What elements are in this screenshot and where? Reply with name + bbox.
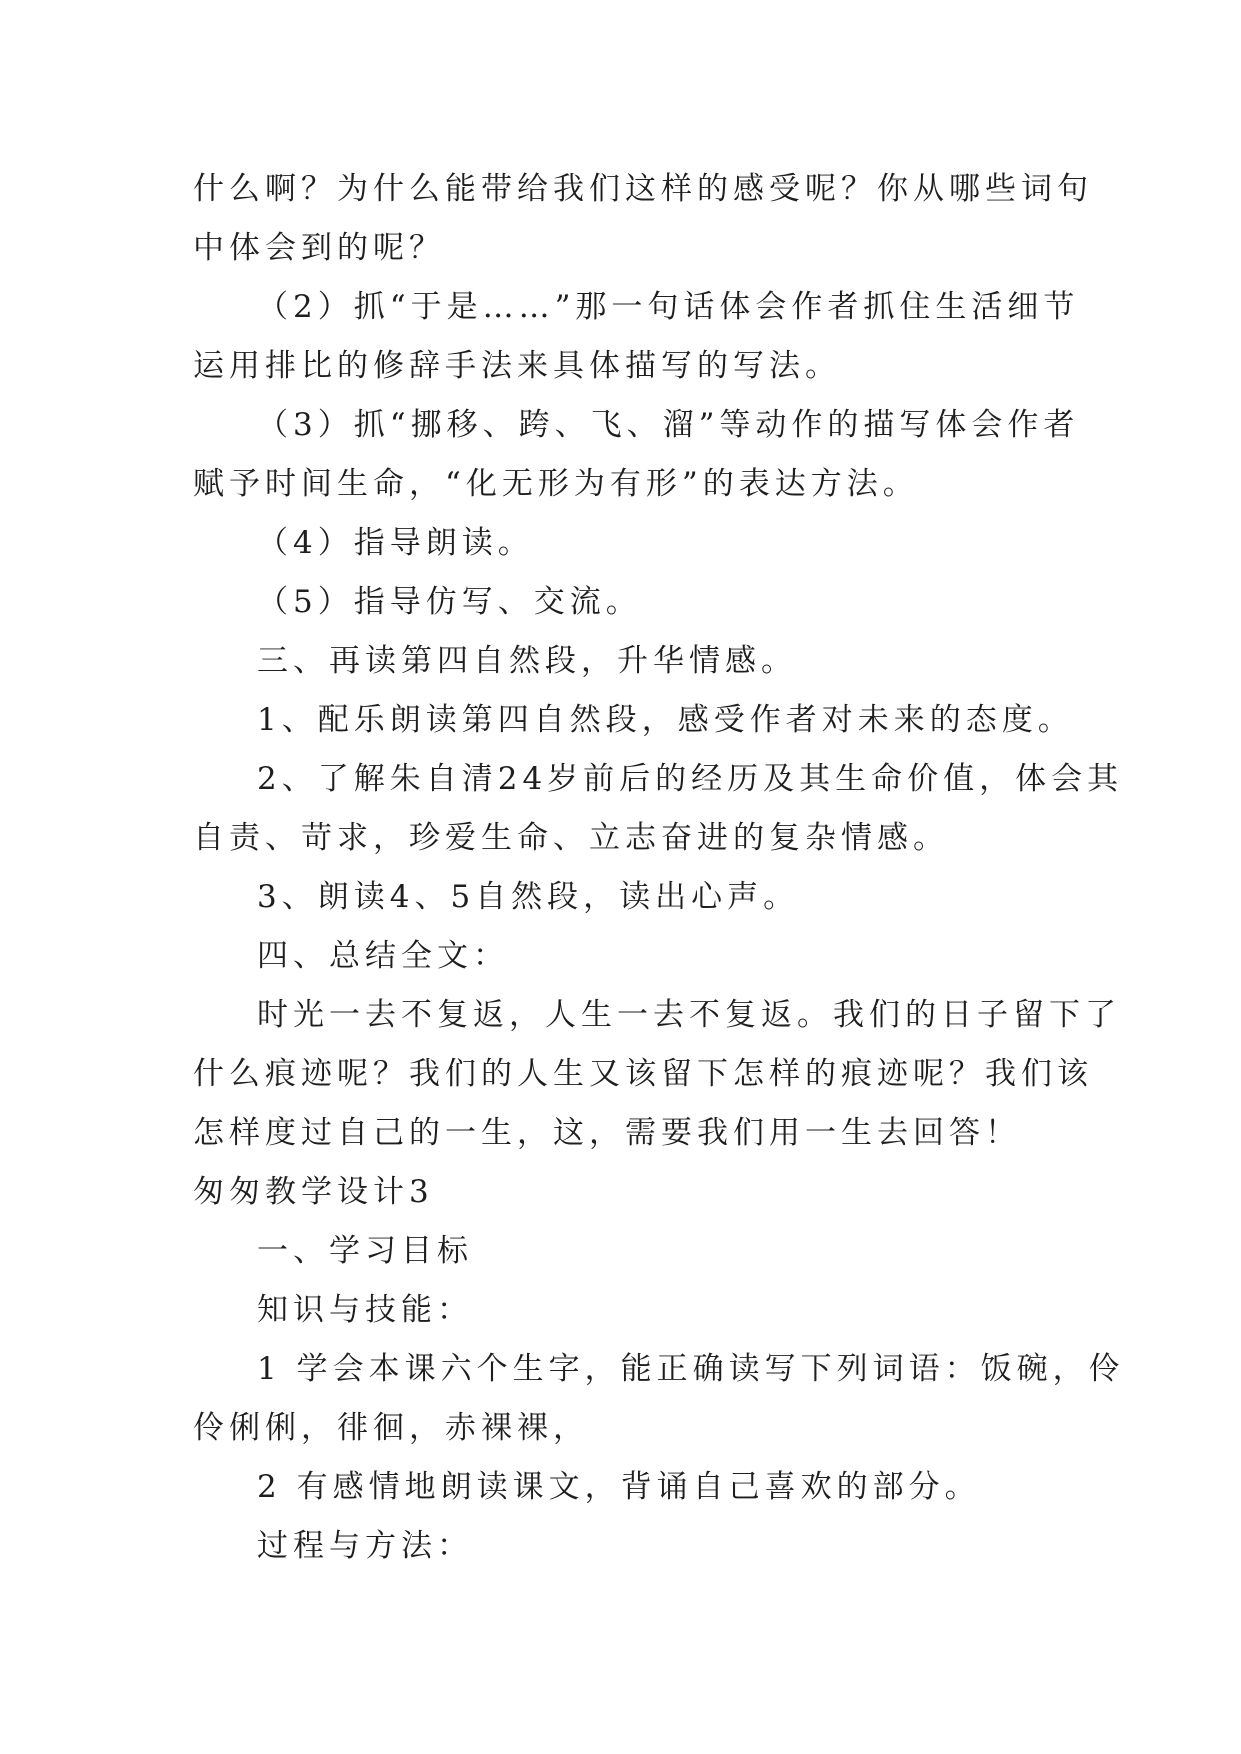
text-line: 怎样度过自己的一生，这，需要我们用一生去回答！ [193,1115,1021,1151]
text-line: （3）抓“挪移、跨、飞、溜”等动作的描写体会作者 [257,407,1080,443]
text-line: 匆匆教学设计3 [193,1174,434,1210]
text-line: 什么啊？为什么能带给我们这样的感受呢？你从哪些词句 [193,171,1093,207]
text-line: 时光一去不复返，人生一去不复返。我们的日子留下了 [257,997,1121,1033]
text-line: 1、配乐朗读第四自然段，感受作者对未来的态度。 [257,702,1074,738]
text-line: 四、总结全文： [257,938,509,974]
text-line: 2 有感情地朗读课文，背诵自己喜欢的部分。 [257,1469,981,1505]
text-line: （2）抓“于是……”那一句话体会作者抓住生活细节 [257,289,1080,325]
text-line: 运用排比的修辞手法来具体描写的写法。 [193,348,841,384]
text-line: 赋予时间生命，“化无形为有形”的表达方法。 [193,466,919,502]
text-line: （4）指导朗读。 [257,525,534,561]
text-line: 3、朗读4、5自然段，读出心声。 [257,879,800,915]
text-line: 过程与方法： [257,1528,473,1564]
text-line: 自责、苛求，珍爱生命、立志奋进的复杂情感。 [193,820,949,856]
document-body [193,160,1125,1576]
text-line: 1 学会本课六个生字，能正确读写下列词语：饭碗，伶 [257,1351,1125,1387]
text-line: 三、再读第四自然段，升华情感。 [257,643,797,679]
text-line: 伶俐俐，徘徊，赤裸裸， [193,1410,589,1446]
text-line: 2、了解朱自清24岁前后的经历及其生命价值，体会其 [257,761,1124,797]
text-line: 什么痕迹呢？我们的人生又该留下怎样的痕迹呢？我们该 [193,1056,1093,1092]
text-line: 一、学习目标 [257,1233,473,1269]
text-line: （5）指导仿写、交流。 [257,584,642,620]
text-line: 知识与技能： [257,1292,473,1328]
text-line: 中体会到的呢？ [193,230,445,266]
